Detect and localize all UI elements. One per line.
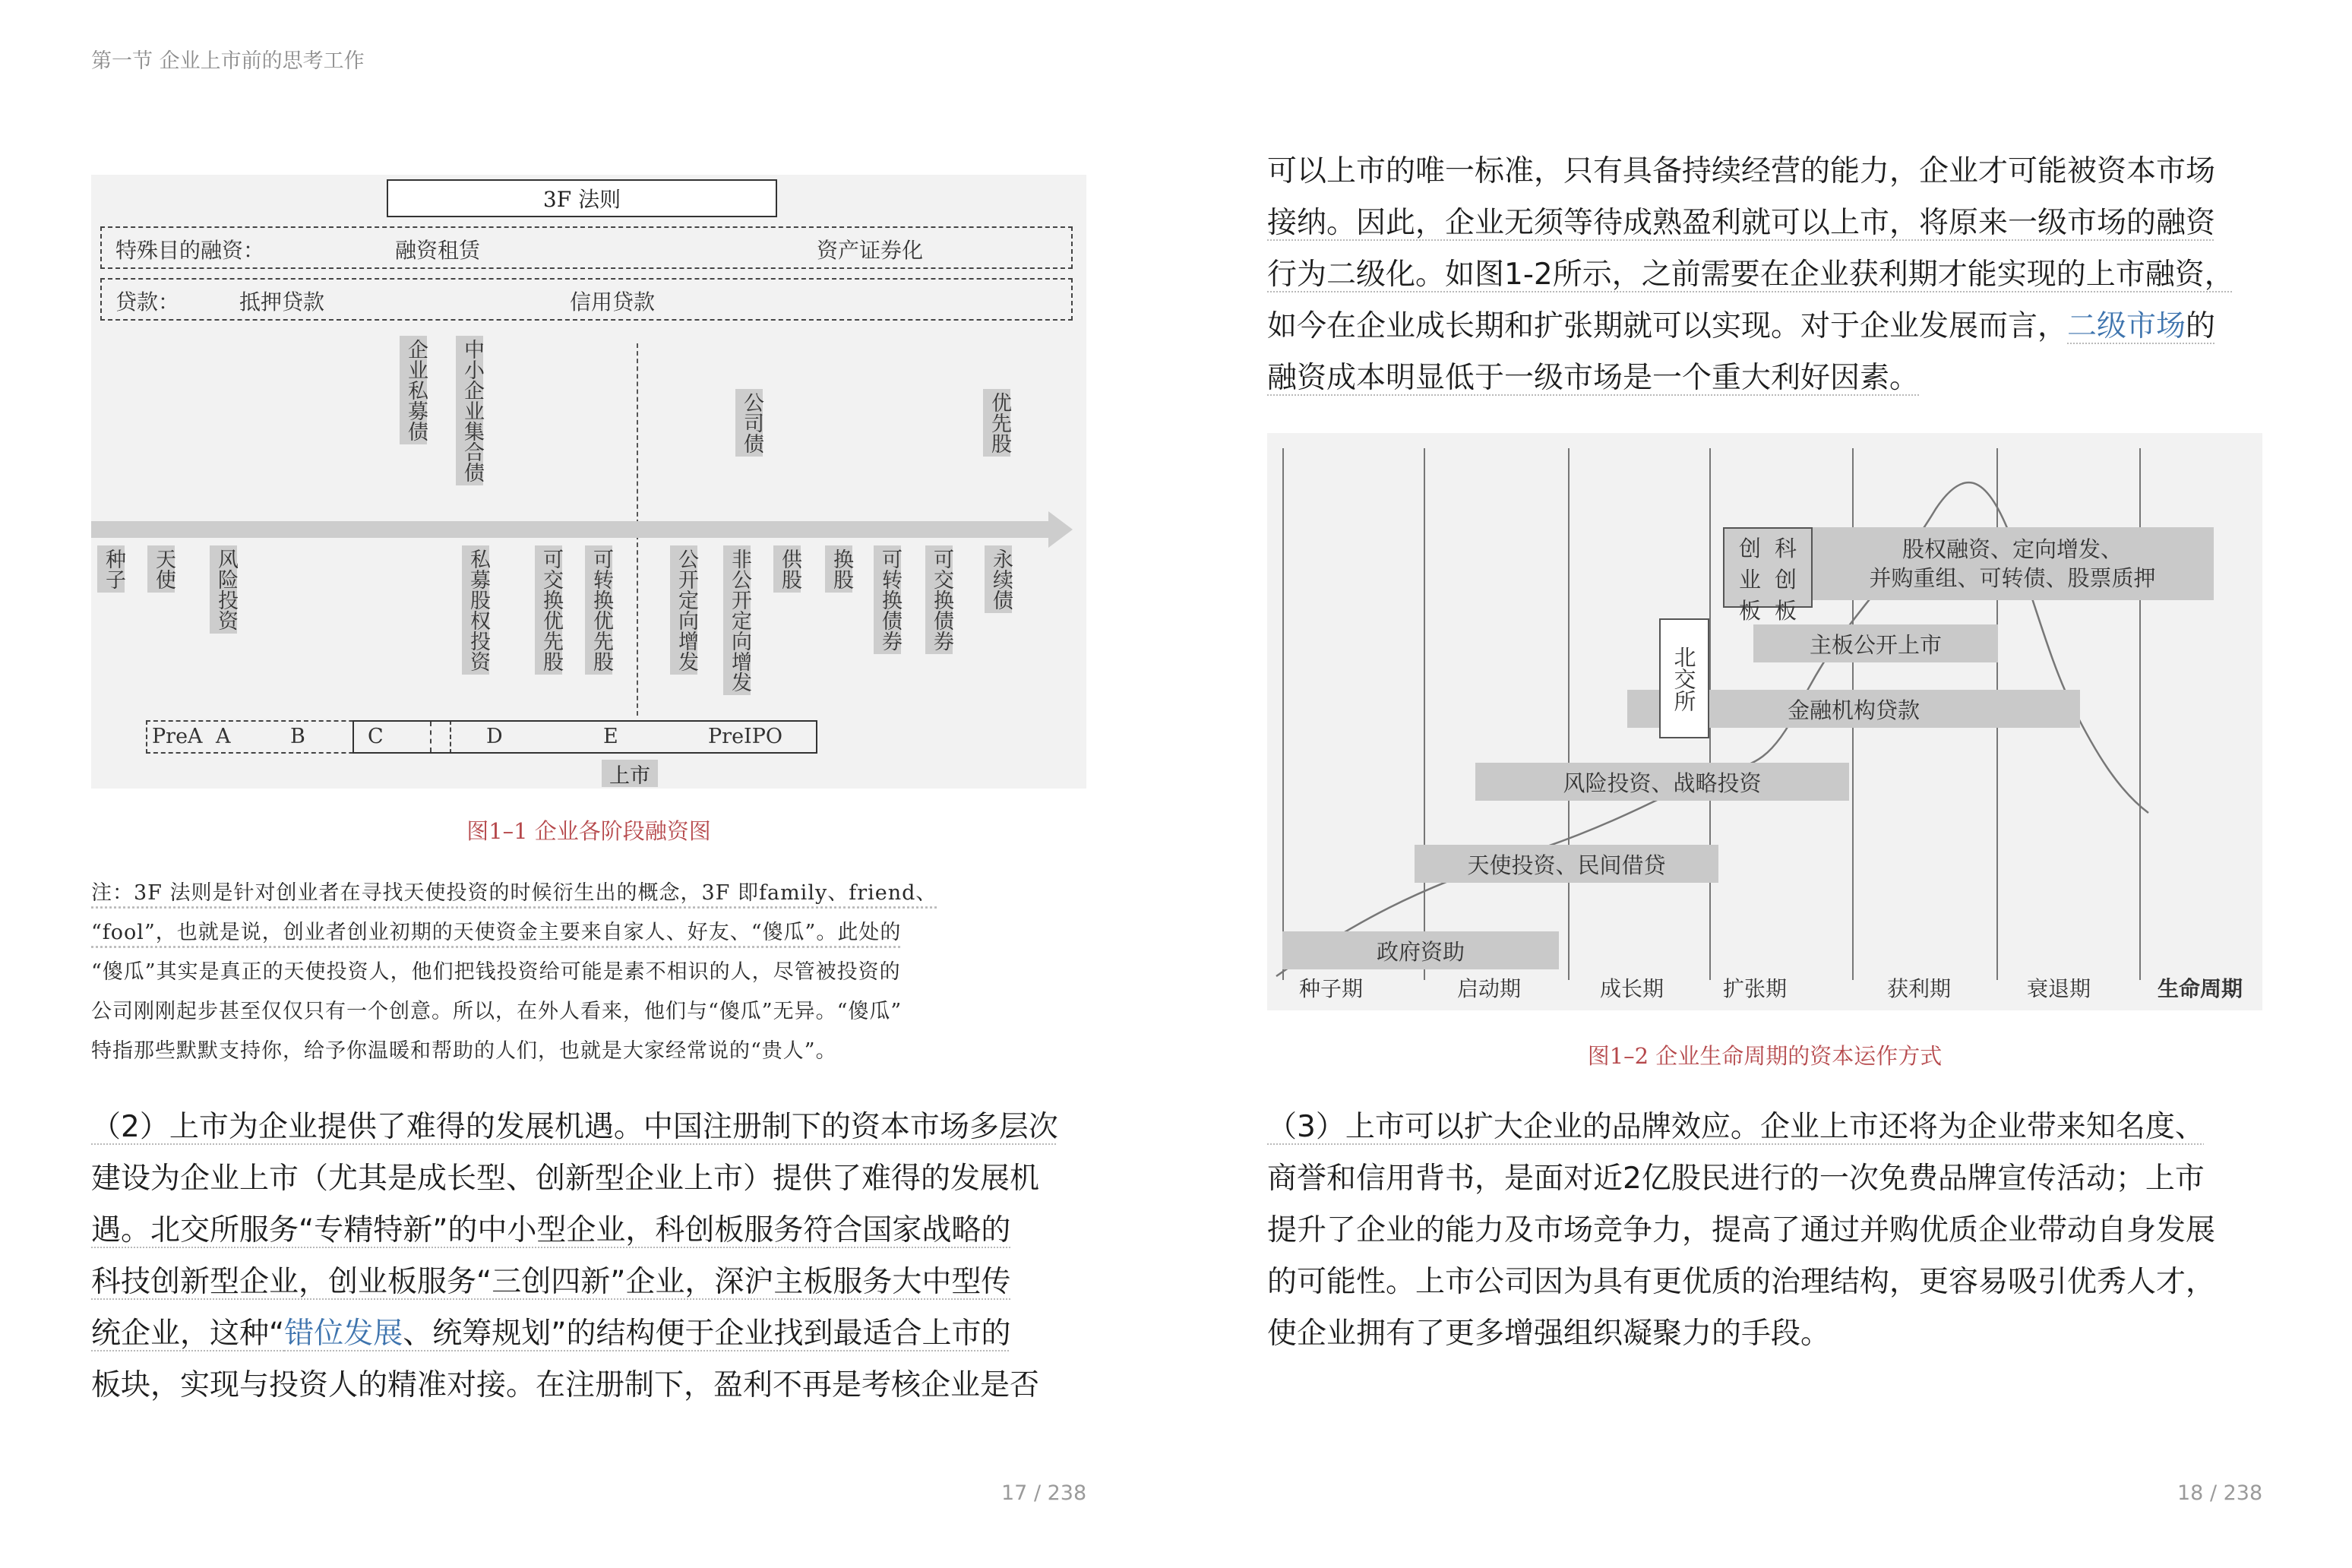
text-line: 可以上市的唯一标准，只有具备持续经营的能力，企业才可能被资本市场 [1267, 154, 2216, 188]
row1-label: 特殊目的融资： [115, 238, 265, 263]
board-char: 科 [1774, 536, 1797, 561]
note-line: “fool”，也就是说，创业者创业初期的天使资金主要来自家人、好友、“傻瓜”。此处的 [91, 921, 902, 944]
bar-angel-private-lending: 天使投资、民间借贷 [1415, 845, 1718, 883]
text-line: 建设为企业上市（尤其是成长型、创新型企业上市）提供了难得的发展机 [91, 1162, 1040, 1196]
row1-item-leasing: 融资租赁 [395, 238, 481, 263]
box-share-swap: 换股 [825, 545, 852, 593]
figure1-caption: 图1–1 企业各阶段融资图 [466, 818, 711, 844]
text-line: 科技创新型企业，创业板服务“三创四新”企业，深沪主板服务大中型传 [91, 1265, 1011, 1299]
board-char: 板 [1774, 598, 1797, 624]
box-corporate-bond: 公司债 [735, 389, 763, 457]
box-exchangeable-preferred: 可交换优先股 [535, 545, 562, 675]
row1-item-securitization: 资产证券化 [817, 238, 924, 263]
box-perpetual-bond: 永续债 [985, 545, 1012, 613]
box-preferred-stock: 优先股 [983, 389, 1010, 457]
bar-financial-loans: 金融机构贷款 [1627, 690, 2080, 728]
note-line: 公司刚刚起步甚至仅仅只有一个创意。所以，在外人看来，他们与“傻瓜”无异。“傻瓜” [91, 1000, 903, 1023]
stage-b: B [290, 725, 305, 748]
figure-lifecycle-capital [1267, 433, 2262, 1010]
text-line: 的可能性。上市公司因为具有更优质的治理结构，更容易吸引优秀人才， [1267, 1265, 2216, 1299]
box-private-placement: 非公开定向增发 [723, 545, 751, 695]
axis-label-lifecycle: 生命周期 [2158, 976, 2243, 1001]
figure1-note [91, 874, 1086, 1071]
stage-a: A [216, 725, 231, 748]
bar-government-funding: 政府资助 [1282, 931, 1559, 969]
box-public-placement: 公开定向增发 [670, 545, 697, 675]
page-number-right: 18 / 238 [2177, 1481, 2263, 1505]
box-convertible-preferred: 可转换优先股 [585, 545, 612, 675]
row2-item-mortgage: 抵押贷款 [239, 289, 325, 315]
title-box-3f: 3F 法则 [387, 179, 777, 217]
text-line: 统企业，这种“错位发展、统筹规划”的结构便于企业找到最适合上市的 [91, 1317, 1011, 1351]
box-rights-issue: 供股 [773, 545, 801, 593]
ipo-label: 上市 [602, 760, 658, 787]
text-line: 遇。北交所服务“专精特新”的中小型企业，科创板服务符合国家战略的 [91, 1213, 1011, 1247]
right-bottom-paragraph [1267, 1102, 2270, 1360]
stage-e: E [603, 725, 618, 748]
bar-main-board-ipo: 主板公开上市 [1753, 624, 1998, 662]
right-top-paragraph [1267, 146, 2270, 404]
text-line: 行为二级化。如图1-2所示，之前需要在企业获利期才能实现的上市融资， [1267, 258, 2234, 292]
box-convertible-bond: 可转换债券 [874, 545, 901, 654]
stage-label-profit: 获利期 [1887, 976, 1952, 1001]
bar-equity-financing [1811, 527, 2214, 600]
page-number-left: 17 / 238 [1001, 1481, 1087, 1505]
box-exchangeable-bond: 可交换债券 [925, 545, 953, 654]
box-venture-capital: 风险投资 [210, 545, 237, 634]
figure2-caption: 图1–2 企业生命周期的资本运作方式 [1587, 1043, 1943, 1069]
text-line: 如今在企业成长期和扩张期就可以实现。对于企业发展而言，二级市场的 [1267, 309, 2216, 343]
note-line: “傻瓜”其实是真正的天使投资人，他们把钱投资给可能是素不相识的人，尽管被投资的 [91, 960, 901, 984]
text-line: （2）上市为企业提供了难得的发展机遇。中国注册制下的资本市场多层次 [91, 1110, 1058, 1144]
stage-pre-ipo: PreIPO [708, 725, 783, 748]
stage-label-startup: 启动期 [1457, 976, 1522, 1001]
board-char: 创 [1738, 536, 1761, 561]
text-line: （3）上市可以扩大企业的品牌效应。企业上市还将为企业带来知名度、 [1267, 1110, 2205, 1144]
figure-financing-stages [91, 175, 1086, 789]
timeline-arrow [91, 521, 1050, 538]
link-cuowei-fazhan[interactable]: 错位发展 [284, 1317, 403, 1351]
box-enterprise-private-bond: 企业私募债 [400, 336, 427, 444]
text-line: 商誉和信用背书，是面对近2亿股民进行的一次免费品牌宣传活动；上市 [1267, 1162, 2205, 1196]
text-line: 接纳。因此，企业无须等待成熟盈利就可以上市，将原来一级市场的融资 [1267, 206, 2216, 240]
box-angel: 天使 [147, 545, 175, 593]
timeline-arrow-head [1048, 511, 1073, 548]
left-body-paragraph [91, 1102, 1094, 1412]
stage-box-inner-dash [430, 722, 432, 752]
row2-item-credit: 信用贷款 [570, 289, 656, 315]
bar-venture-strategic: 风险投资、战略投资 [1475, 763, 1849, 801]
box-sme-collective-bond: 中小企业集合债 [456, 336, 483, 485]
text-line: 板块，实现与投资人的精准对接。在注册制下，盈利不再是考核企业是否 [91, 1368, 1040, 1402]
bse-label: 北交所 [1659, 618, 1709, 738]
text-line: 使企业拥有了更多增强组织凝聚力的手段。 [1267, 1317, 1831, 1351]
box-seed: 种子 [97, 545, 125, 593]
stage-label-seed: 种子期 [1299, 976, 1364, 1001]
board-char: 业 [1738, 567, 1761, 593]
box-private-equity: 私募股权投资 [462, 545, 489, 675]
bar-equity-line2: 并购重组、可转债、股票质押 [1869, 565, 2156, 591]
text-line: 提升了企业的能力及市场竞争力，提高了通过并购优质企业带动自身发展 [1267, 1213, 2216, 1247]
text-line: 融资成本明显低于一级市场是一个重大利好因素。 [1267, 361, 1920, 395]
note-line: 注：3F 法则是针对创业者在寻找天使投资的时候衍生出的概念，3F 即family、friend、 [91, 881, 937, 905]
row2-label: 贷款： [115, 289, 180, 315]
stage-label-decline: 衰退期 [2027, 976, 2091, 1001]
stage-c: C [368, 725, 384, 748]
stage-d: D [486, 725, 503, 748]
bar-equity-line1: 股权融资、定向增发、 [1902, 536, 2123, 562]
stage-pre-a: PreA [152, 725, 203, 748]
board-char: 创 [1774, 567, 1797, 593]
link-secondary-market[interactable]: 二级市场 [2067, 309, 2186, 343]
note-line: 特指那些默默支持你，给予你温暖和帮助的人们，也就是大家经常说的“贵人”。 [91, 1039, 837, 1063]
chapter-header: 第一节 企业上市前的思考工作 [91, 49, 365, 73]
stage-label-expansion: 扩张期 [1723, 976, 1788, 1001]
stage-label-growth: 成长期 [1600, 976, 1664, 1001]
board-char: 板 [1738, 598, 1761, 624]
